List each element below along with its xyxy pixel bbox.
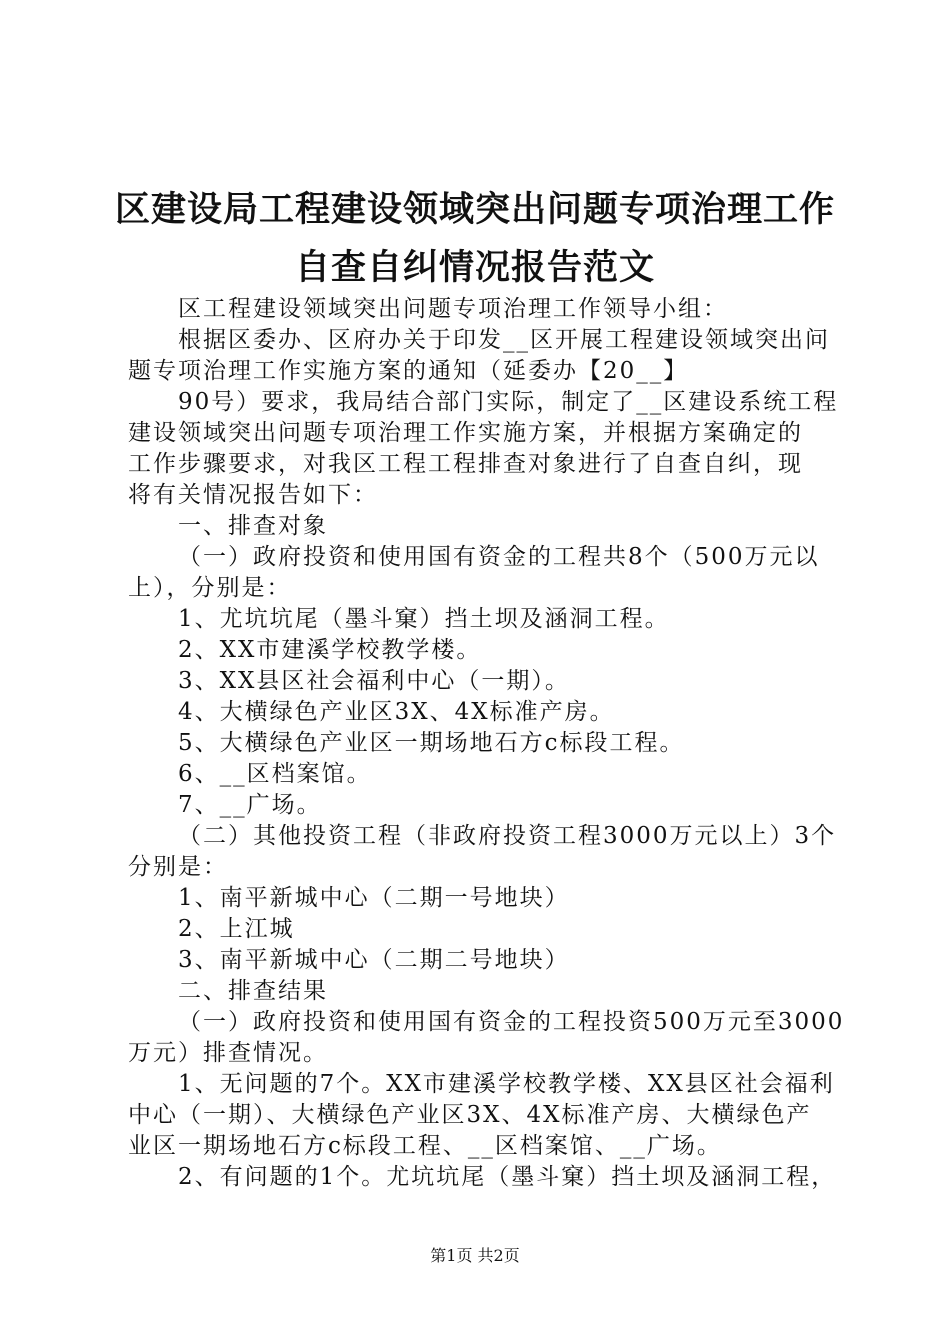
document-body: [128, 294, 845, 1193]
section-heading: 二、排查结果: [178, 978, 328, 1004]
paragraph-line: 业区一期场地石方c标段工程、__区档案馆、__广场。: [128, 1133, 722, 1159]
document-title-line-1: 区建设局工程建设领域突出问题专项治理工作: [114, 190, 835, 230]
list-item: 7、__广场。: [178, 792, 322, 818]
paragraph-line: （一）政府投资和使用国有资金的工程共8个（500万元以: [178, 544, 820, 570]
paragraph-line: 工作步骤要求，对我区工程工程排查对象进行了自查自纠，现: [128, 451, 803, 477]
list-item: 1、尤坑坑尾（墨斗窠）挡土坝及涵洞工程。: [178, 606, 670, 632]
paragraph-line: 将有关情况报告如下：: [128, 482, 378, 508]
paragraph-line: 建设领域突出问题专项治理工作实施方案，并根据方案确定的: [128, 420, 803, 446]
list-item: 5、大横绿色产业区一期场地石方c标段工程。: [178, 730, 685, 756]
paragraph-line: 万元）排查情况。: [128, 1040, 328, 1066]
paragraph-line: 区工程建设领域突出问题专项治理工作领导小组：: [178, 296, 728, 322]
paragraph-line: 中心（一期）、大横绿色产业区3X、4X标准产房、大横绿色产: [128, 1102, 812, 1128]
list-item: 3、南平新城中心（二期二号地块）: [178, 947, 570, 973]
paragraph-line: 根据区委办、区府办关于印发__区开展工程建设领域突出问: [178, 327, 830, 353]
list-item: 4、大横绿色产业区3X、4X标准产房。: [178, 699, 615, 725]
paragraph-line: 2、有问题的1个。尤坑坑尾（墨斗窠）挡土坝及涵洞工程，: [178, 1164, 837, 1190]
list-item: 1、南平新城中心（二期一号地块）: [178, 885, 570, 911]
list-item: 2、XX市建溪学校教学楼。: [178, 637, 482, 663]
section-heading: 一、排查对象: [178, 513, 328, 539]
paragraph-line: （二）其他投资工程（非政府投资工程3000万元以上）3个: [178, 823, 837, 849]
paragraph-line: 上），分别是：: [128, 575, 292, 601]
document-title-line-2: 自查自纠情况报告范文: [294, 248, 655, 288]
paragraph-line: 1、无问题的7个。XX市建溪学校教学楼、XX县区社会福利: [178, 1071, 835, 1097]
paragraph-line: （一）政府投资和使用国有资金的工程投资500万元至3000: [178, 1009, 845, 1035]
paragraph-line: 题专项治理工作实施方案的通知（延委办【20__】: [128, 358, 689, 384]
page-footer: 第1页 共2页: [430, 1246, 520, 1265]
list-item: 2、上江城: [178, 916, 295, 942]
paragraph-line: 分别是：: [128, 854, 228, 880]
list-item: 3、XX县区社会福利中心（一期）。: [178, 668, 570, 694]
list-item: 6、__区档案馆。: [178, 761, 372, 787]
paragraph-line: 90号）要求，我局结合部门实际，制定了__区建设系统工程: [178, 389, 839, 415]
